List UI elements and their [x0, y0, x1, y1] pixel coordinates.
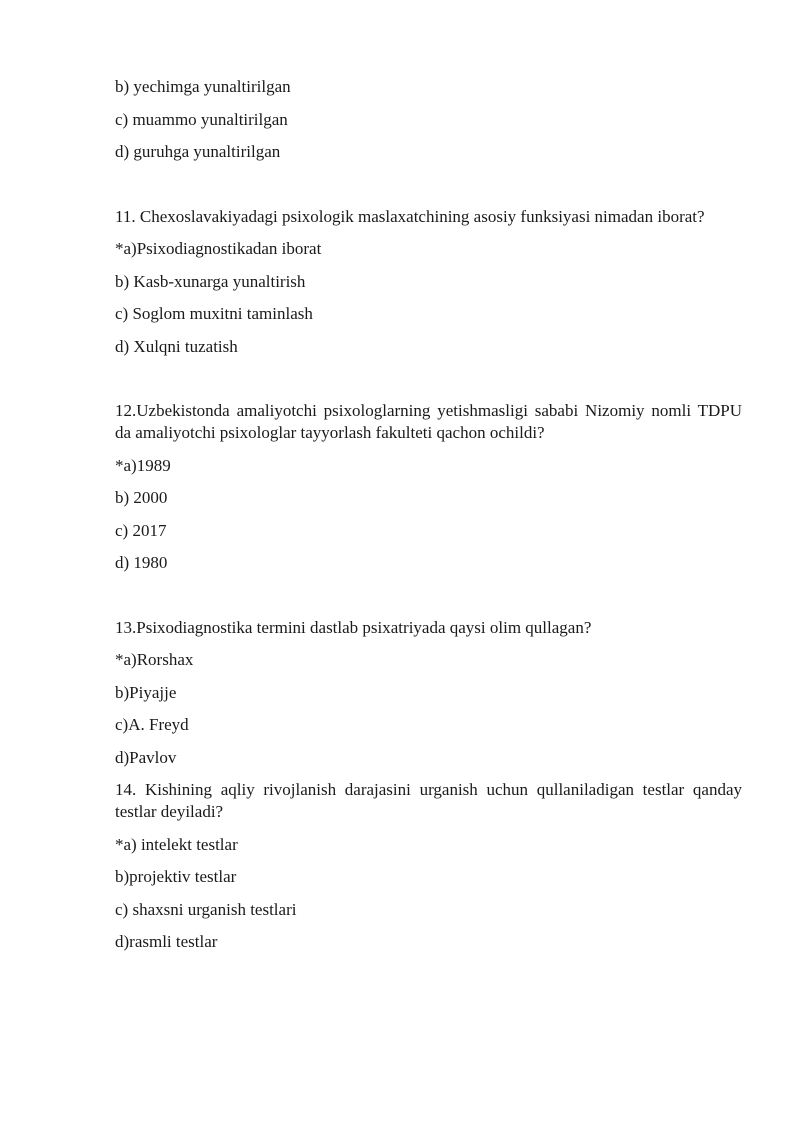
question-14 [115, 779, 742, 953]
question-12 [115, 400, 742, 574]
question-11 [115, 206, 742, 358]
option-d: d) Xulqni tuzatish [115, 336, 238, 356]
option-b: b) 2000 [115, 488, 168, 507]
question-text: 13.Psixodiagnostika termini dastlab psixatriyada qaysi olim qullagan? [115, 617, 592, 637]
question-text: 11. Chexoslavakiyadagi psixologik maslaxatchining asosiy funksiyasi nimadan iborat? [115, 206, 705, 226]
option-d: d) 1980 [115, 553, 168, 572]
question-text: 14. Kishining aqliy rivojlanish darajasini urganish uchun qullaniladigan testlar qanday testlar deyiladi? [115, 780, 742, 821]
option-c: c)A. Freyd [115, 715, 189, 734]
option-b: b) Kasb-xunarga yunaltirish [115, 271, 306, 291]
spacer [115, 585, 742, 617]
option-b: b)Piyajje [115, 682, 177, 702]
option-d: d)rasmli testlar [115, 932, 218, 951]
option-a: *a)1989 [115, 455, 171, 475]
option-b: b)projektiv testlar [115, 867, 237, 886]
option-b-prev: b) yechimga yunaltirilgan [115, 77, 291, 96]
option-c-prev: c) muammo yunaltirilgan [115, 109, 288, 129]
option-a: *a)Psixodiagnostikadan iborat [115, 239, 322, 258]
document-page [115, 76, 742, 964]
option-c: c) shaxsni urganish testlari [115, 899, 297, 919]
question-text: 12.Uzbekistonda amaliyotchi psixologlarning yetishmasligi sababi Nizomiy nomli TDPU da amaliyotchi psixologlar tayyorlash fakulteti qachon ochildi? [115, 401, 742, 442]
spacer [115, 174, 742, 206]
option-c: c) 2017 [115, 520, 167, 540]
option-c: c) Soglom muxitni taminlash [115, 304, 313, 323]
option-a: *a)Rorshax [115, 650, 194, 669]
option-d: d)Pavlov [115, 747, 177, 767]
spacer [115, 368, 742, 400]
question-13 [115, 617, 742, 769]
option-a: *a) intelekt testlar [115, 834, 238, 854]
option-d-prev: d) guruhga yunaltirilgan [115, 142, 281, 161]
